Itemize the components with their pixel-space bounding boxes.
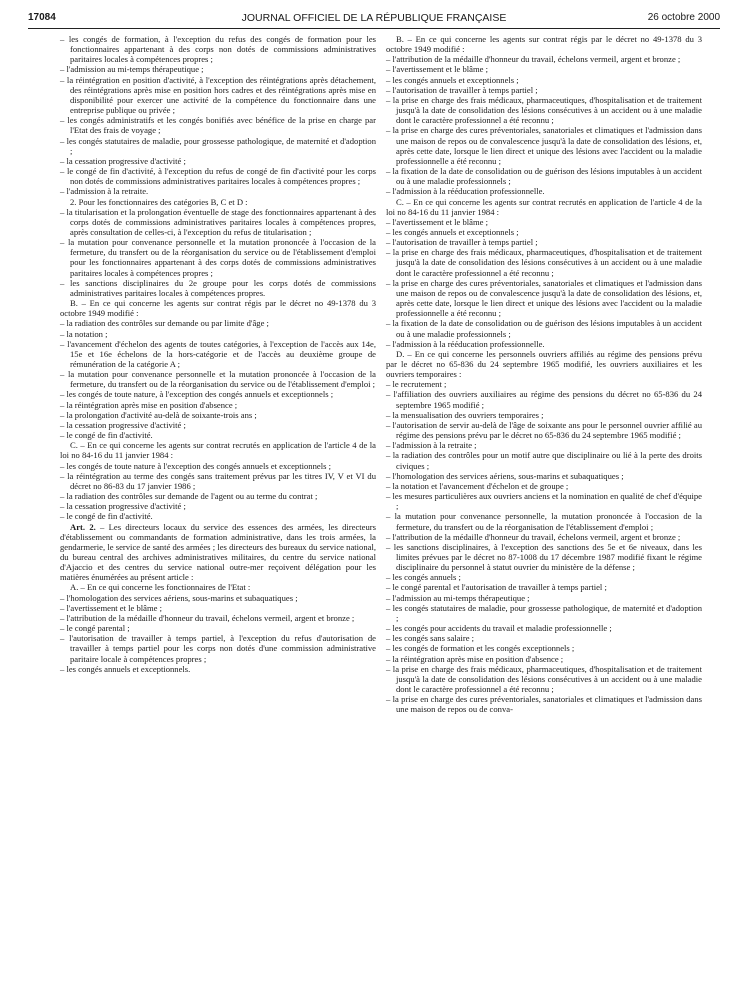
list-item: – l'affiliation des ouvriers auxiliaires au régime des pensions du décret no 65-836 du 24 septembre 1965 modifié ;	[386, 389, 702, 410]
list-item: – l'admission à la retraite ;	[386, 440, 477, 451]
list-item: – l'avertissement et le blâme ;	[386, 216, 489, 227]
list-item: – la fixation de la date de consolidation ou de guérison des lésions imputables à un accident ou à une maladie professionnels ;	[386, 166, 702, 187]
list-item: – l'admission au mi-temps thérapeutique ;	[386, 592, 530, 603]
list-item: – la prise en charge des cures préventoriales, sanatoriales et climatiques et l'admission dans une maison de repos ou de conva-	[386, 694, 702, 715]
section-paragraph: B. – En ce qui concerne les agents sur contrat régis par le décret no 49-1378 du 3 octobre 1949 modifié :	[386, 34, 702, 55]
list-item: – les congés de formation et les congés exceptionnels ;	[386, 643, 575, 654]
list-item: – la cessation progressive d'activité ;	[60, 155, 186, 166]
list-item: – la réintégration après mise en position d'absence ;	[60, 399, 238, 410]
list-item: – le recrutement ;	[386, 379, 447, 390]
list-item: – les congés sans salaire ;	[386, 633, 475, 644]
list-item: – la réintégration en position d'activité, à l'exception des réintégrations après détachement, des réintégrations après mise en position hors cadres et des réintégrations après mise en disponibilité pour exercer une activité de la compétence du fonctionnaire dans une entreprise publique ou privée ;	[60, 74, 376, 116]
article-paragraph	[60, 522, 376, 583]
list-item: – les congés pour accidents du travail et maladie professionnelle ;	[386, 623, 612, 634]
publication-date: 26 octobre 2000	[647, 12, 720, 23]
list-item: – l'autorisation de travailler à temps partiel ;	[386, 84, 538, 95]
header-rule	[28, 28, 720, 29]
list-item: – les congés annuels et exceptionnels ;	[386, 74, 519, 85]
list-item: – l'autorisation de travailler à temps partiel, à l'exception du refus d'autorisation de travailler à temps partiel pour les corps non dotés d'une commission administrative paritaire locale à compétences propres ;	[60, 633, 376, 664]
numbered-heading: 2. Pour les fonctionnaires des catégories B, C et D :	[70, 196, 248, 207]
list-item: – la radiation des contrôles sur demande de l'agent ou au terme du contrat ;	[60, 491, 318, 502]
list-item: – la mutation pour convenance personnelle et la mutation prononcée à l'occasion de la fermeture, du transfert ou de la réorganisation du service ou de l'établissement d'emploi ;	[60, 369, 376, 390]
list-item: – la mutation pour convenance personnelle, la mutation prononcée à l'occasion de la fermeture, du transfert ou de la réorganisation de l'établissement d'emploi ;	[386, 511, 702, 532]
section-paragraph: B. – En ce qui concerne les agents sur contrat régis par le décret no 49-1378 du 3 octobre 1949 modifié :	[60, 298, 376, 319]
article-text: – Les directeurs locaux du service des essences des armées, les directeurs d'établissement ou commandants de formation administrative, dans les trois armées, la gendarmerie, le service de santé des armées ; les directeurs des bureaux du service national, du bureau central des archives administratives militaires, du centre du service national d'Ajaccio et des centres du service national outre-mer reçoivent délégation pour les matières énumérées au présent article :	[60, 521, 377, 583]
list-item: – les congés de toute nature à l'exception des congés annuels et exceptionnels ;	[60, 460, 331, 471]
list-item: – la prise en charge des cures préventoriales, sanatoriales et climatiques et l'admission dans une maison de repos ou de convalescence jusqu'à la date de consolidation des lésions, et, après cette date, lorsque le lien direct et unique des lésions avec l'accident ou la maladie professionnelle a été reconnu ;	[386, 277, 702, 319]
page-header	[28, 8, 720, 28]
right-column	[386, 34, 702, 714]
list-item: – les congés administratifs et les congés bonifiés avec bénéfice de la prise en charge par l'Etat des frais de voyage ;	[60, 115, 376, 136]
list-item: – l'attribution de la médaille d'honneur du travail, échelons vermeil, argent et bronze ;	[386, 54, 681, 65]
list-item: – les congés de formation, à l'exception du refus des congés de formation pour les fonctionnaires appartenant à des corps non dotés de commissions administratives paritaires locales à compétences propres ;	[60, 34, 376, 65]
list-item: – la prise en charge des frais médicaux, pharmaceutiques, d'hospitalisation et de traitement jusqu'à la date de consolidation des lésions consécutives à un accident ou à une maladie dont le caractère professionnel a été reconnu ;	[386, 247, 702, 278]
list-item: – l'admission au mi-temps thérapeutique ;	[60, 64, 204, 75]
section-paragraph: A. – En ce qui concerne les fonctionnaires de l'Etat :	[70, 582, 251, 593]
list-item: – la notation ;	[60, 328, 108, 339]
list-item: – la prise en charge des frais médicaux, pharmaceutiques, d'hospitalisation et de traitement jusqu'à la date de consolidation des lésions consécutives à un accident ou à une maladie dont le caractère professionnel a été reconnu ;	[386, 94, 702, 126]
section-paragraph: D. – En ce qui concerne les personnels ouvriers affiliés au régime des pensions prévu par le décret no 65-836 du 24 septembre 1965 modifié, les ouvriers auxiliaires et les ouvriers temporaires :	[386, 348, 702, 380]
list-item: – les congés de toute nature, à l'exception des congés annuels et exceptionnels ;	[60, 389, 334, 400]
list-item: – le congé de fin d'activité.	[60, 511, 153, 522]
section-paragraph: C. – En ce qui concerne les agents sur contrat recrutés en application de l'article 4 de la loi no 84-16 du 11 janvier 1984 :	[60, 440, 376, 461]
list-item: – les mesures particulières aux ouvriers anciens et la nomination en qualité de chef d'équipe ;	[386, 491, 702, 512]
list-item: – les congés annuels ;	[386, 572, 461, 583]
list-item: – les congés annuels et exceptionnels.	[60, 663, 191, 674]
article-label: Art. 2.	[70, 521, 96, 532]
list-item: – le congé de fin d'activité, à l'exception du refus de congé de fin d'activité pour les corps non dotés de commissions administratives paritaires locales à compétences propres ;	[60, 166, 376, 187]
list-item: – l'avertissement et le blâme ;	[386, 64, 489, 75]
list-item: – les congés statutaires de maladie, pour grossesse pathologique, de maternité et d'adoption ;	[60, 135, 376, 156]
list-item: – la prise en charge des cures préventoriales, sanatoriales et climatiques et l'admission dans une maison de repos ou de convalescence jusqu'à la date de consolidation des lésions, et, après cette date, lorsque le lien direct et unique des lésions avec l'accident ou la maladie professionnelle a été reconnu ;	[386, 125, 702, 166]
list-item: – la fixation de la date de consolidation ou de guérison des lésions imputables à un accident ou à une maladie professionnels ;	[386, 318, 702, 339]
list-item: – l'admission à la retraite.	[60, 186, 149, 197]
list-item: – la radiation des contrôles pour un motif autre que disciplinaire ou lié à la perte des droits civiques ;	[386, 450, 702, 471]
list-item: – le congé parental et l'autorisation de travailler à temps partiel ;	[386, 582, 607, 593]
list-item: – l'admission à la rééducation professionnelle.	[386, 186, 545, 197]
list-item: – le congé parental ;	[60, 623, 130, 634]
list-item: – la radiation des contrôles sur demande ou par limite d'âge ;	[60, 318, 269, 329]
list-item: – l'autorisation de travailler à temps partiel ;	[386, 237, 538, 248]
list-item: – l'attribution de la médaille d'honneur du travail, échelons vermeil, argent et bronze ;	[60, 612, 355, 623]
list-item: – le congé de fin d'activité.	[60, 430, 153, 441]
list-item: – la mensualisation des ouvriers temporaires ;	[386, 409, 544, 420]
list-item: – la réintégration après mise en position d'absence ;	[386, 653, 564, 664]
list-item: – l'avertissement et le blâme ;	[60, 602, 163, 613]
left-column	[60, 34, 376, 674]
list-item: – l'homologation des services aériens, sous-marins et subaquatiques ;	[60, 592, 298, 603]
list-item: – l'autorisation de servir au-delà de l'âge de soixante ans pour le personnel ouvrier affilié au régime des pensions prévu par le décret no 65-836 du 24 septembre 1965 modifié ;	[386, 419, 702, 441]
list-item: – la cessation progressive d'activité ;	[60, 501, 186, 512]
page-number: 17084	[28, 12, 56, 23]
list-item: – l'admission à la rééducation professionnelle.	[386, 338, 545, 349]
list-item: – les congés statutaires de maladie, pour grossesse pathologique, de maternité et d'adoption ;	[386, 602, 702, 623]
list-item: – la prise en charge des frais médicaux, pharmaceutiques, d'hospitalisation et de traitement jusqu'à la date de consolidation des lésions consécutives à un accident ou à une maladie dont le caractère professionnel a été reconnu ;	[386, 663, 702, 694]
list-item: – la prolongation d'activité au-delà de soixante-trois ans ;	[60, 409, 257, 420]
list-item: – la cessation progressive d'activité ;	[60, 419, 186, 430]
section-paragraph: C. – En ce qui concerne les agents sur contrat recrutés en application de l'article 4 de la loi no 84-16 du 11 janvier 1984 :	[386, 196, 702, 217]
list-item: – les congés annuels et exceptionnels ;	[386, 226, 519, 237]
list-item: – l'homologation des services aériens, sous-marins et subaquatiques ;	[386, 470, 624, 481]
list-item: – la réintégration au terme des congés sans traitement prévus par les titres IV, V et VI du décret no 86-83 du 17 janvier 1986 ;	[60, 470, 376, 491]
list-item: – la mutation pour convenance personnelle et la mutation prononcée à l'occasion de la fermeture, du transfert ou de la réorganisation du service ou de l'établissement d'emploi pour les fonctionnaires appartenant à des corps dotés de commissions administratives paritaires locales à compétences propres ;	[60, 237, 376, 278]
list-item: – les sanctions disciplinaires du 2e groupe pour les corps dotés de commissions administratives paritaires locales à compétences propres.	[60, 277, 376, 298]
list-item: – les sanctions disciplinaires, à l'exception des sanctions des 5e et 6e niveaux, dans les limites prévues par le décret no 87-1008 du 17 décembre 1987 modifié fixant le régime disciplinaire du personnel à statut ouvrier du ministère de la défense ;	[386, 541, 702, 573]
list-item: – l'avancement d'échelon des agents de toutes catégories, à l'exception de l'accès aux 14e, 15e et 16e échelons de la hors-catégorie et de l'accès au deuxième groupe de rémunération de la catégorie A ;	[60, 338, 376, 369]
list-item: – l'attribution de la médaille d'honneur du travail, échelons vermeil, argent et bronze ;	[386, 531, 681, 542]
list-item: – la titularisation et la prolongation éventuelle de stage des fonctionnaires appartenant à des corps dotés de commissions administratives paritaires locales à compétences propres, après consultation de celles-ci, à l'exception du refus de titularisation ;	[60, 206, 376, 237]
list-item: – la notation et l'avancement d'échelon et de groupe ;	[386, 480, 569, 491]
journal-title: JOURNAL OFFICIEL DE LA RÉPUBLIQUE FRANÇAISE	[241, 12, 507, 24]
